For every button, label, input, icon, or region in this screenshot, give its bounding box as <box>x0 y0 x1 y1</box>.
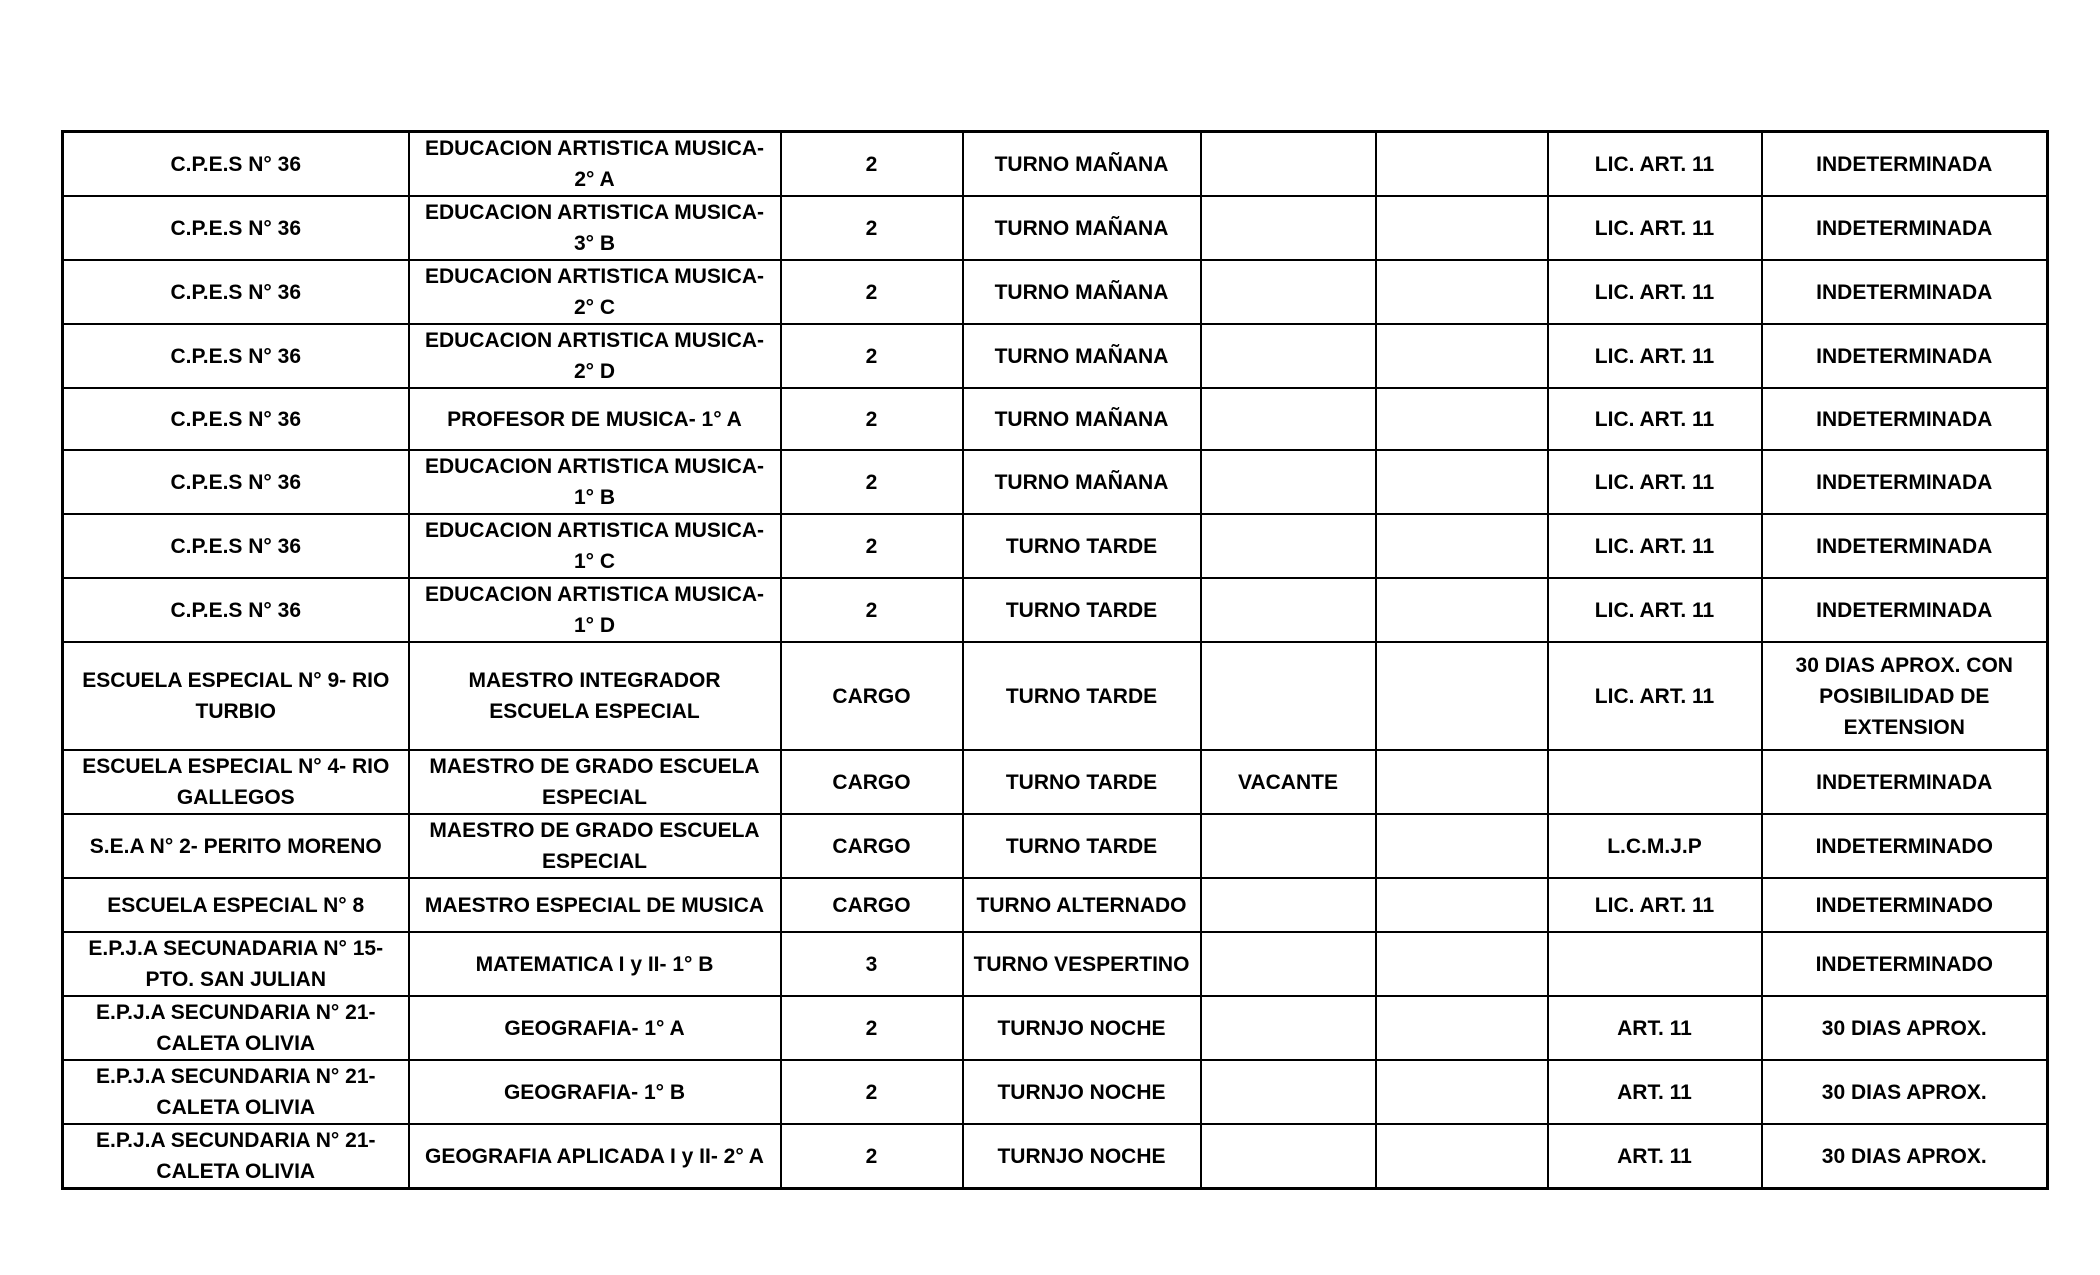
status-cell <box>1201 1124 1376 1189</box>
school-cell: C.P.E.S N° 36 <box>63 324 409 388</box>
extra-cell <box>1376 450 1548 514</box>
license-cell: L.C.M.J.P <box>1548 814 1762 878</box>
status-cell <box>1201 132 1376 197</box>
extra-cell <box>1376 514 1548 578</box>
extra-cell <box>1376 324 1548 388</box>
subject-cell: PROFESOR DE MUSICA- 1° A <box>409 388 781 450</box>
shift-cell: TURNO TARDE <box>963 814 1201 878</box>
subject-cell: EDUCACION ARTISTICA MUSICA- 2° D <box>409 324 781 388</box>
status-cell: VACANTE <box>1201 750 1376 814</box>
table-row <box>63 878 2048 932</box>
shift-cell: TURNO MAÑANA <box>963 260 1201 324</box>
hours-cell: 2 <box>781 450 963 514</box>
duration-cell: INDETERMINADA <box>1762 324 2048 388</box>
hours-cell: 2 <box>781 132 963 197</box>
license-cell: LIC. ART. 11 <box>1548 260 1762 324</box>
license-cell <box>1548 750 1762 814</box>
table-row <box>63 996 2048 1060</box>
license-cell: ART. 11 <box>1548 1124 1762 1189</box>
subject-cell: MAESTRO DE GRADO ESCUELA ESPECIAL <box>409 814 781 878</box>
duration-cell: INDETERMINADA <box>1762 578 2048 642</box>
vacancies-table <box>61 130 2049 1190</box>
subject-cell: GEOGRAFIA APLICADA I y II- 2° A <box>409 1124 781 1189</box>
table-row <box>63 450 2048 514</box>
school-cell: E.P.J.A SECUNDARIA N° 21- CALETA OLIVIA <box>63 1060 409 1124</box>
subject-cell: EDUCACION ARTISTICA MUSICA- 1° C <box>409 514 781 578</box>
shift-cell: TURNO TARDE <box>963 750 1201 814</box>
table-row <box>63 1124 2048 1189</box>
extra-cell <box>1376 196 1548 260</box>
hours-cell: 2 <box>781 260 963 324</box>
shift-cell: TURNJO NOCHE <box>963 1060 1201 1124</box>
license-cell: LIC. ART. 11 <box>1548 514 1762 578</box>
license-cell: LIC. ART. 11 <box>1548 324 1762 388</box>
status-cell <box>1201 450 1376 514</box>
school-cell: C.P.E.S N° 36 <box>63 450 409 514</box>
shift-cell: TURNO MAÑANA <box>963 132 1201 197</box>
extra-cell <box>1376 578 1548 642</box>
extra-cell <box>1376 642 1548 750</box>
table-row <box>63 324 2048 388</box>
duration-cell: 30 DIAS APROX. <box>1762 1124 2048 1189</box>
shift-cell: TURNO MAÑANA <box>963 450 1201 514</box>
table-row <box>63 1060 2048 1124</box>
status-cell <box>1201 932 1376 996</box>
table-row <box>63 132 2048 197</box>
extra-cell <box>1376 260 1548 324</box>
shift-cell: TURNJO NOCHE <box>963 996 1201 1060</box>
extra-cell <box>1376 1124 1548 1189</box>
school-cell: S.E.A N° 2- PERITO MORENO <box>63 814 409 878</box>
status-cell <box>1201 996 1376 1060</box>
subject-cell: EDUCACION ARTISTICA MUSICA- 1° D <box>409 578 781 642</box>
duration-cell: INDETERMINADA <box>1762 388 2048 450</box>
subject-cell: EDUCACION ARTISTICA MUSICA- 2° C <box>409 260 781 324</box>
status-cell <box>1201 878 1376 932</box>
hours-cell: 2 <box>781 514 963 578</box>
duration-cell: INDETERMINADA <box>1762 260 2048 324</box>
table-row <box>63 196 2048 260</box>
status-cell <box>1201 260 1376 324</box>
table-row <box>63 578 2048 642</box>
hours-cell: 2 <box>781 1060 963 1124</box>
school-cell: ESCUELA ESPECIAL N° 4- RIO GALLEGOS <box>63 750 409 814</box>
duration-cell: INDETERMINADA <box>1762 450 2048 514</box>
status-cell <box>1201 578 1376 642</box>
school-cell: C.P.E.S N° 36 <box>63 578 409 642</box>
license-cell: LIC. ART. 11 <box>1548 578 1762 642</box>
extra-cell <box>1376 996 1548 1060</box>
subject-cell: MAESTRO ESPECIAL DE MUSICA <box>409 878 781 932</box>
school-cell: C.P.E.S N° 36 <box>63 196 409 260</box>
license-cell: LIC. ART. 11 <box>1548 450 1762 514</box>
hours-cell: CARGO <box>781 814 963 878</box>
shift-cell: TURNO MAÑANA <box>963 324 1201 388</box>
duration-cell: INDETERMINADA <box>1762 132 2048 197</box>
license-cell: LIC. ART. 11 <box>1548 388 1762 450</box>
status-cell <box>1201 514 1376 578</box>
school-cell: ESCUELA ESPECIAL N° 8 <box>63 878 409 932</box>
school-cell: ESCUELA ESPECIAL N° 9- RIO TURBIO <box>63 642 409 750</box>
subject-cell: GEOGRAFIA- 1° B <box>409 1060 781 1124</box>
subject-cell: EDUCACION ARTISTICA MUSICA- 1° B <box>409 450 781 514</box>
duration-cell: INDETERMINADO <box>1762 878 2048 932</box>
duration-cell: INDETERMINADA <box>1762 196 2048 260</box>
shift-cell: TURNO TARDE <box>963 578 1201 642</box>
extra-cell <box>1376 932 1548 996</box>
table-row <box>63 388 2048 450</box>
status-cell <box>1201 324 1376 388</box>
table-row <box>63 750 2048 814</box>
subject-cell: EDUCACION ARTISTICA MUSICA- 2° A <box>409 132 781 197</box>
duration-cell: INDETERMINADA <box>1762 514 2048 578</box>
hours-cell: 2 <box>781 388 963 450</box>
shift-cell: TURNO TARDE <box>963 642 1201 750</box>
duration-cell: 30 DIAS APROX. CON POSIBILIDAD DE EXTENSION <box>1762 642 2048 750</box>
school-cell: C.P.E.S N° 36 <box>63 132 409 197</box>
status-cell <box>1201 388 1376 450</box>
shift-cell: TURNO MAÑANA <box>963 388 1201 450</box>
shift-cell: TURNJO NOCHE <box>963 1124 1201 1189</box>
school-cell: C.P.E.S N° 36 <box>63 388 409 450</box>
duration-cell: INDETERMINADA <box>1762 750 2048 814</box>
extra-cell <box>1376 750 1548 814</box>
school-cell: C.P.E.S N° 36 <box>63 260 409 324</box>
license-cell: ART. 11 <box>1548 996 1762 1060</box>
status-cell <box>1201 814 1376 878</box>
extra-cell <box>1376 814 1548 878</box>
duration-cell: INDETERMINADO <box>1762 814 2048 878</box>
shift-cell: TURNO TARDE <box>963 514 1201 578</box>
hours-cell: 3 <box>781 932 963 996</box>
table-row <box>63 932 2048 996</box>
status-cell <box>1201 196 1376 260</box>
hours-cell: 2 <box>781 996 963 1060</box>
hours-cell: CARGO <box>781 750 963 814</box>
hours-cell: CARGO <box>781 878 963 932</box>
subject-cell: MAESTRO INTEGRADOR ESCUELA ESPECIAL <box>409 642 781 750</box>
license-cell: LIC. ART. 11 <box>1548 132 1762 197</box>
hours-cell: 2 <box>781 324 963 388</box>
extra-cell <box>1376 132 1548 197</box>
license-cell: LIC. ART. 11 <box>1548 196 1762 260</box>
subject-cell: MATEMATICA I y II- 1° B <box>409 932 781 996</box>
license-cell: LIC. ART. 11 <box>1548 642 1762 750</box>
license-cell: ART. 11 <box>1548 1060 1762 1124</box>
extra-cell <box>1376 878 1548 932</box>
duration-cell: INDETERMINADO <box>1762 932 2048 996</box>
hours-cell: 2 <box>781 196 963 260</box>
hours-cell: 2 <box>781 1124 963 1189</box>
subject-cell: MAESTRO DE GRADO ESCUELA ESPECIAL <box>409 750 781 814</box>
table-row <box>63 814 2048 878</box>
status-cell <box>1201 1060 1376 1124</box>
subject-cell: GEOGRAFIA- 1° A <box>409 996 781 1060</box>
school-cell: E.P.J.A SECUNDARIA N° 21- CALETA OLIVIA <box>63 996 409 1060</box>
shift-cell: TURNO VESPERTINO <box>963 932 1201 996</box>
table-row <box>63 642 2048 750</box>
hours-cell: 2 <box>781 578 963 642</box>
extra-cell <box>1376 1060 1548 1124</box>
school-cell: C.P.E.S N° 36 <box>63 514 409 578</box>
school-cell: E.P.J.A SECUNADARIA N° 15- PTO. SAN JULIAN <box>63 932 409 996</box>
duration-cell: 30 DIAS APROX. <box>1762 1060 2048 1124</box>
license-cell: LIC. ART. 11 <box>1548 878 1762 932</box>
license-cell <box>1548 932 1762 996</box>
extra-cell <box>1376 388 1548 450</box>
status-cell <box>1201 642 1376 750</box>
school-cell: E.P.J.A SECUNDARIA N° 21- CALETA OLIVIA <box>63 1124 409 1189</box>
table-row <box>63 260 2048 324</box>
shift-cell: TURNO MAÑANA <box>963 196 1201 260</box>
duration-cell: 30 DIAS APROX. <box>1762 996 2048 1060</box>
table-row <box>63 514 2048 578</box>
shift-cell: TURNO ALTERNADO <box>963 878 1201 932</box>
hours-cell: CARGO <box>781 642 963 750</box>
subject-cell: EDUCACION ARTISTICA MUSICA- 3° B <box>409 196 781 260</box>
